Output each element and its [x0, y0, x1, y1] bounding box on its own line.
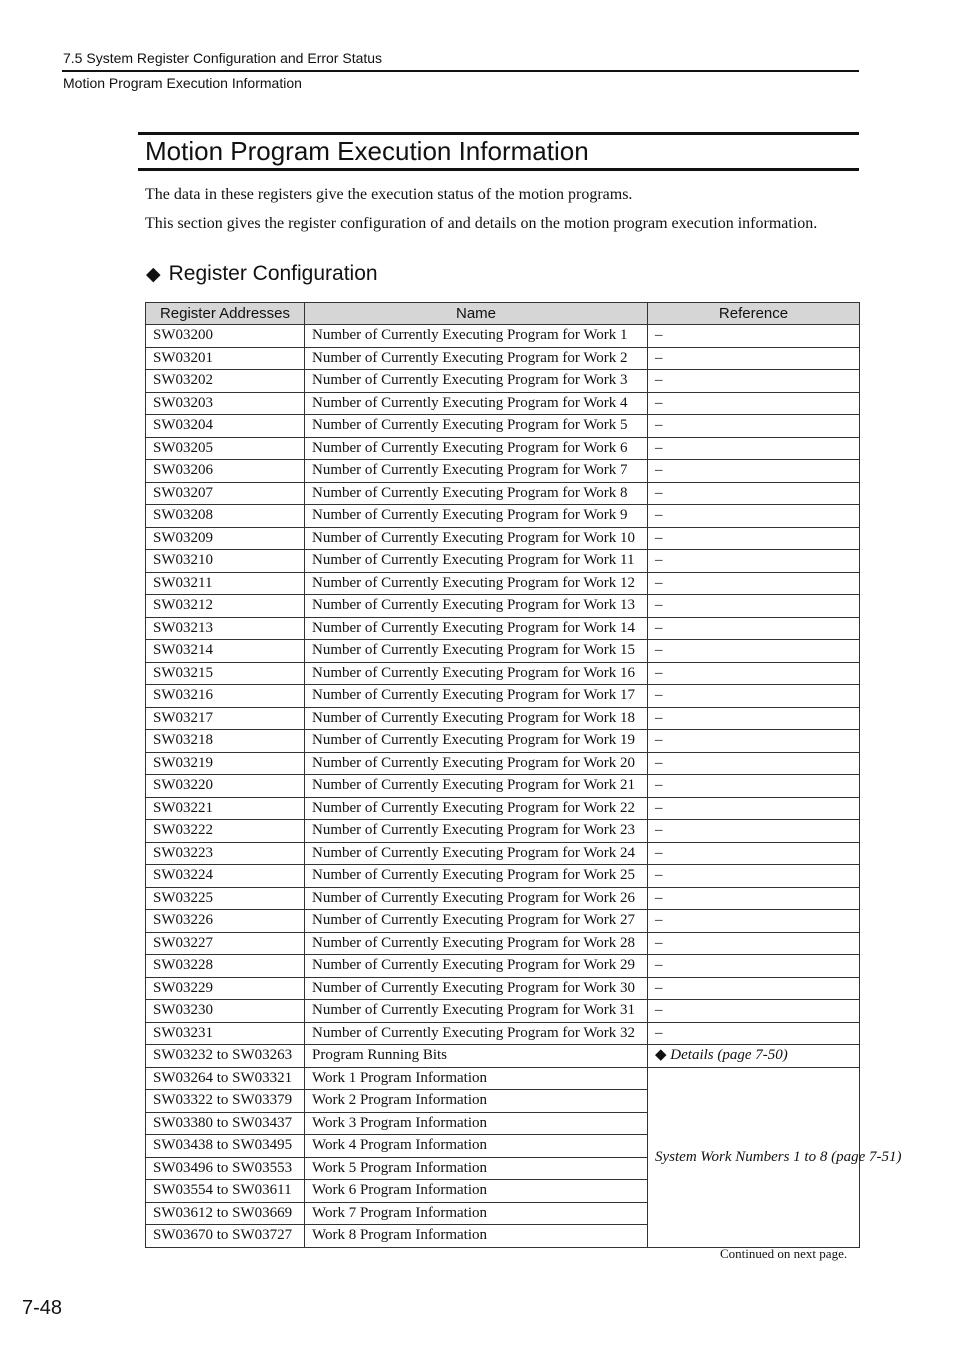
register-name-cell: Number of Currently Executing Program for Work 19	[305, 730, 648, 753]
reference-cell: –	[648, 910, 860, 933]
reference-cell: –	[648, 775, 860, 798]
table-row	[146, 730, 860, 753]
table-row	[146, 1022, 860, 1045]
reference-cell: –	[648, 730, 860, 753]
register-address-cell: SW03201	[146, 347, 305, 370]
table-row	[146, 550, 860, 573]
register-name-cell: Number of Currently Executing Program for Work 8	[305, 482, 648, 505]
register-address-cell: SW03229	[146, 977, 305, 1000]
register-address-cell: SW03225	[146, 887, 305, 910]
register-address-cell: SW03216	[146, 685, 305, 708]
register-name-cell: Number of Currently Executing Program for Work 1	[305, 325, 648, 348]
reference-link-cell: ◆ Details (page 7-50)	[648, 1045, 860, 1068]
table-row	[146, 482, 860, 505]
table-row	[146, 842, 860, 865]
register-address-cell: SW03496 to SW03553	[146, 1157, 305, 1180]
register-name-cell: Program Running Bits	[305, 1045, 648, 1068]
reference-cell: –	[648, 842, 860, 865]
table-row	[146, 415, 860, 438]
register-name-cell: Work 4 Program Information	[305, 1135, 648, 1158]
register-name-cell: Number of Currently Executing Program for Work 11	[305, 550, 648, 573]
page-title: Motion Program Execution Information	[145, 136, 589, 166]
table-row	[146, 932, 860, 955]
register-name-cell: Number of Currently Executing Program for Work 30	[305, 977, 648, 1000]
register-name-cell: Work 7 Program Information	[305, 1202, 648, 1225]
register-address-cell: SW03218	[146, 730, 305, 753]
register-name-cell: Work 6 Program Information	[305, 1180, 648, 1203]
register-name-cell: Work 3 Program Information	[305, 1112, 648, 1135]
register-name-cell: Number of Currently Executing Program for Work 15	[305, 640, 648, 663]
reference-cell: –	[648, 370, 860, 393]
register-address-cell: SW03224	[146, 865, 305, 888]
reference-cell: –	[648, 865, 860, 888]
register-address-cell: SW03214	[146, 640, 305, 663]
register-name-cell: Work 8 Program Information	[305, 1225, 648, 1248]
table-row	[146, 662, 860, 685]
register-name-cell: Number of Currently Executing Program for Work 10	[305, 527, 648, 550]
reference-cell: –	[648, 392, 860, 415]
reference-cell: –	[648, 460, 860, 483]
register-address-cell: SW03670 to SW03727	[146, 1225, 305, 1248]
reference-cell: –	[648, 595, 860, 618]
register-name-cell: Number of Currently Executing Program for Work 26	[305, 887, 648, 910]
register-address-cell: SW03438 to SW03495	[146, 1135, 305, 1158]
table-row	[146, 1045, 860, 1068]
reference-cell: –	[648, 1022, 860, 1045]
register-name-cell: Number of Currently Executing Program for Work 5	[305, 415, 648, 438]
diamond-bullet-icon: ◆	[146, 264, 161, 285]
register-address-cell: SW03207	[146, 482, 305, 505]
reference-cell: –	[648, 437, 860, 460]
reference-cell: –	[648, 1000, 860, 1023]
reference-cell: –	[648, 415, 860, 438]
table-row	[146, 617, 860, 640]
register-address-cell: SW03215	[146, 662, 305, 685]
table-row	[146, 460, 860, 483]
register-address-cell: SW03211	[146, 572, 305, 595]
register-address-cell: SW03222	[146, 820, 305, 843]
register-address-cell: SW03231	[146, 1022, 305, 1045]
register-name-cell: Number of Currently Executing Program for Work 7	[305, 460, 648, 483]
register-address-cell: SW03221	[146, 797, 305, 820]
register-name-cell: Number of Currently Executing Program for Work 16	[305, 662, 648, 685]
register-name-cell: Number of Currently Executing Program for Work 21	[305, 775, 648, 798]
table-row	[146, 955, 860, 978]
register-name-cell: Number of Currently Executing Program for Work 22	[305, 797, 648, 820]
reference-cell: –	[648, 505, 860, 528]
register-name-cell: Number of Currently Executing Program for Work 31	[305, 1000, 648, 1023]
register-address-cell: SW03202	[146, 370, 305, 393]
register-name-cell: Work 2 Program Information	[305, 1090, 648, 1113]
reference-cell: –	[648, 707, 860, 730]
table-row	[146, 1000, 860, 1023]
register-name-cell: Number of Currently Executing Program for Work 6	[305, 437, 648, 460]
register-name-cell: Number of Currently Executing Program for Work 20	[305, 752, 648, 775]
column-header-name: Name	[305, 303, 648, 325]
register-name-cell: Number of Currently Executing Program for Work 9	[305, 505, 648, 528]
register-address-cell: SW03322 to SW03379	[146, 1090, 305, 1113]
register-address-cell: SW03209	[146, 527, 305, 550]
reference-cell: –	[648, 325, 860, 348]
register-name-cell: Number of Currently Executing Program for Work 3	[305, 370, 648, 393]
reference-cell: –	[648, 955, 860, 978]
register-address-cell: SW03213	[146, 617, 305, 640]
register-address-cell: SW03200	[146, 325, 305, 348]
reference-cell: –	[648, 550, 860, 573]
reference-cell: –	[648, 685, 860, 708]
table-row	[146, 707, 860, 730]
register-name-cell: Number of Currently Executing Program for Work 18	[305, 707, 648, 730]
reference-cell: –	[648, 482, 860, 505]
register-name-cell: Number of Currently Executing Program for Work 17	[305, 685, 648, 708]
table-row	[146, 1067, 860, 1090]
register-name-cell: Number of Currently Executing Program for Work 13	[305, 595, 648, 618]
register-address-cell: SW03380 to SW03437	[146, 1112, 305, 1135]
table-row	[146, 685, 860, 708]
reference-cell: –	[648, 572, 860, 595]
register-address-cell: SW03228	[146, 955, 305, 978]
reference-cell: –	[648, 887, 860, 910]
register-address-cell: SW03223	[146, 842, 305, 865]
register-address-cell: SW03204	[146, 415, 305, 438]
reference-cell: –	[648, 662, 860, 685]
reference-cell: –	[648, 977, 860, 1000]
register-address-cell: SW03210	[146, 550, 305, 573]
table-row	[146, 595, 860, 618]
register-address-cell: SW03219	[146, 752, 305, 775]
register-name-cell: Number of Currently Executing Program for Work 28	[305, 932, 648, 955]
running-header-section: 7.5 System Register Configuration and Error Status	[63, 50, 383, 66]
intro-paragraph-1: The data in these registers give the execution status of the motion programs.	[145, 186, 633, 203]
register-address-cell: SW03554 to SW03611	[146, 1180, 305, 1203]
work-reference-cell: System Work Numbers 1 to 8 (page 7-51)	[648, 1067, 860, 1247]
section-heading-text: Register Configuration	[168, 262, 378, 285]
column-header-reference: Reference	[648, 303, 860, 325]
register-name-cell: Number of Currently Executing Program for Work 23	[305, 820, 648, 843]
register-address-cell: SW03227	[146, 932, 305, 955]
page-number: 7-48	[22, 1297, 63, 1319]
column-header-addresses: Register Addresses	[146, 303, 305, 325]
running-header-subsection: Motion Program Execution Information	[63, 75, 302, 91]
reference-cell: –	[648, 797, 860, 820]
register-name-cell: Number of Currently Executing Program for Work 4	[305, 392, 648, 415]
reference-cell: –	[648, 752, 860, 775]
table-row	[146, 910, 860, 933]
register-table	[145, 302, 902, 1248]
section-heading	[146, 262, 378, 286]
register-name-cell: Work 1 Program Information	[305, 1067, 648, 1090]
register-name-cell: Number of Currently Executing Program for Work 27	[305, 910, 648, 933]
register-name-cell: Number of Currently Executing Program for Work 25	[305, 865, 648, 888]
table-row	[146, 572, 860, 595]
table-row	[146, 505, 860, 528]
table-row	[146, 865, 860, 888]
table-row	[146, 370, 860, 393]
table-row	[146, 527, 860, 550]
title-box	[138, 132, 859, 171]
register-name-cell: Number of Currently Executing Program for Work 29	[305, 955, 648, 978]
table-row	[146, 392, 860, 415]
table-row	[146, 887, 860, 910]
reference-cell: –	[648, 527, 860, 550]
register-name-cell: Number of Currently Executing Program for Work 12	[305, 572, 648, 595]
table-row	[146, 977, 860, 1000]
table-row	[146, 820, 860, 843]
table-row	[146, 752, 860, 775]
intro-paragraph-2: This section gives the register configuration of and details on the motion program execution information.	[145, 215, 818, 232]
register-address-cell: SW03203	[146, 392, 305, 415]
register-name-cell: Number of Currently Executing Program for Work 24	[305, 842, 648, 865]
reference-cell: –	[648, 820, 860, 843]
continued-note: Continued on next page.	[720, 1246, 848, 1261]
table-row	[146, 325, 860, 348]
register-address-cell: SW03206	[146, 460, 305, 483]
reference-cell: –	[648, 640, 860, 663]
header-rule	[62, 70, 859, 72]
register-address-cell: SW03226	[146, 910, 305, 933]
register-address-cell: SW03220	[146, 775, 305, 798]
register-address-cell: SW03217	[146, 707, 305, 730]
register-address-cell: SW03264 to SW03321	[146, 1067, 305, 1090]
reference-cell: –	[648, 932, 860, 955]
table-header-row	[146, 303, 860, 325]
register-address-cell: SW03230	[146, 1000, 305, 1023]
register-address-cell: SW03208	[146, 505, 305, 528]
register-address-cell: SW03612 to SW03669	[146, 1202, 305, 1225]
table-row	[146, 797, 860, 820]
table-row	[146, 640, 860, 663]
register-name-cell: Number of Currently Executing Program for Work 14	[305, 617, 648, 640]
reference-cell: –	[648, 347, 860, 370]
register-address-cell: SW03212	[146, 595, 305, 618]
table-row	[146, 347, 860, 370]
register-address-cell: SW03205	[146, 437, 305, 460]
reference-cell: –	[648, 617, 860, 640]
register-name-cell: Number of Currently Executing Program for Work 2	[305, 347, 648, 370]
table-row	[146, 437, 860, 460]
register-address-cell: SW03232 to SW03263	[146, 1045, 305, 1068]
register-name-cell: Work 5 Program Information	[305, 1157, 648, 1180]
table-row	[146, 775, 860, 798]
register-name-cell: Number of Currently Executing Program for Work 32	[305, 1022, 648, 1045]
